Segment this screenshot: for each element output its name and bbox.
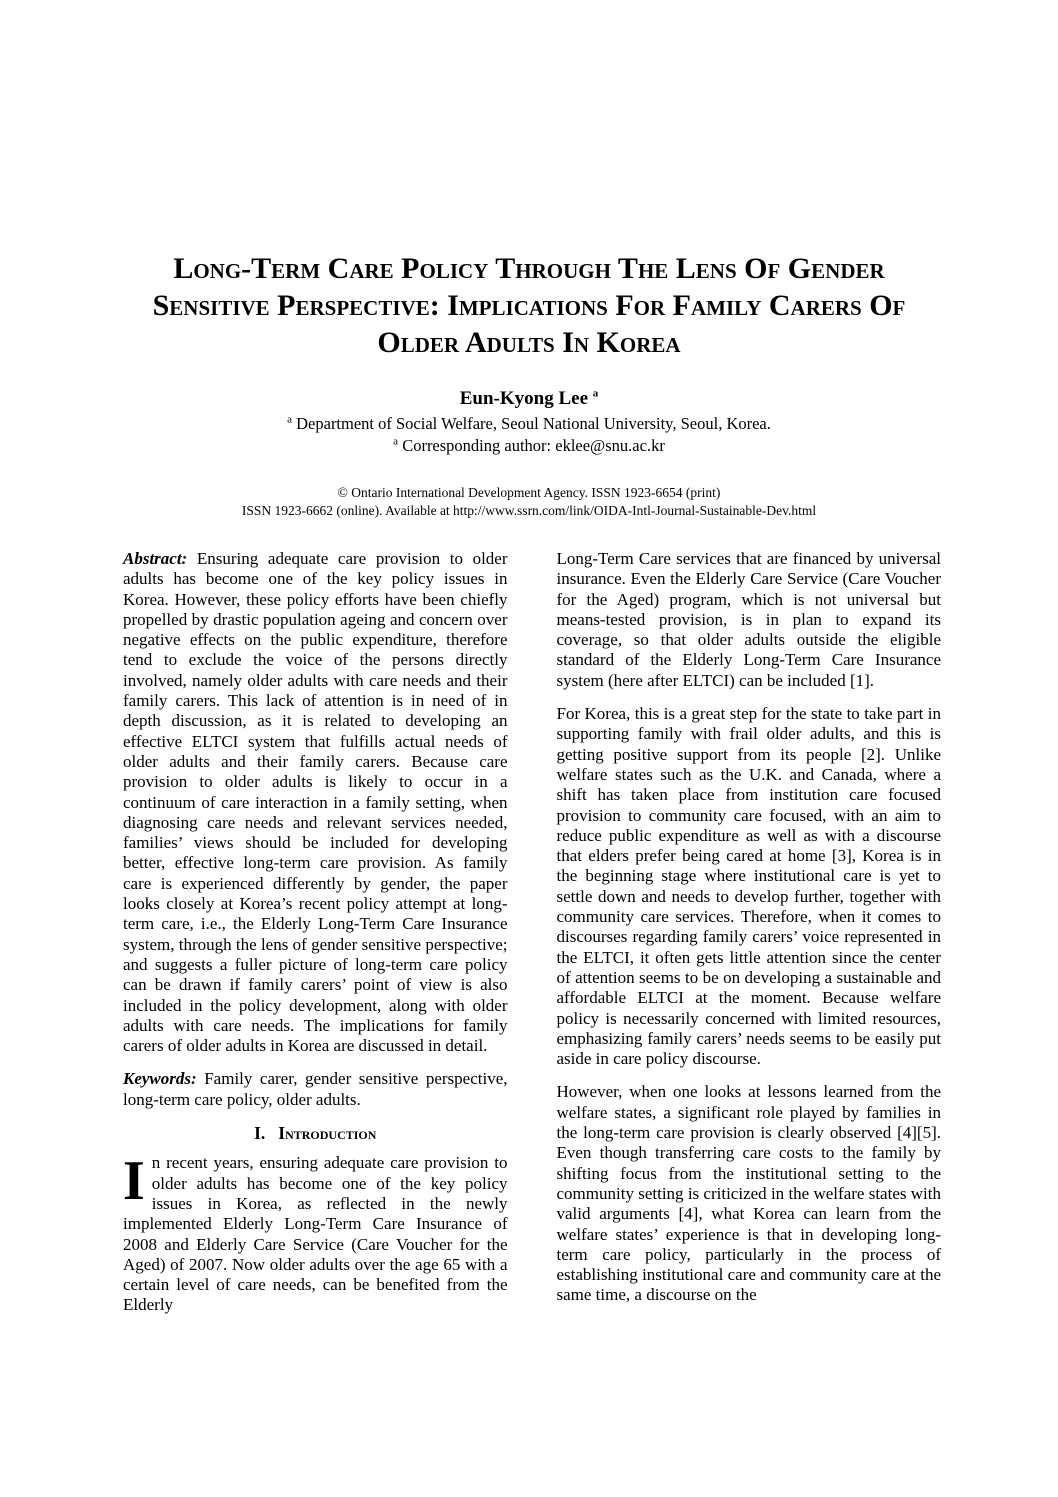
affiliation-line: [0, 414, 1058, 434]
front-matter: [0, 0, 1058, 519]
paper-title: Long-Term Care Policy Through The Lens Of Gender Sensitive Perspective: Implications For Family Carers Of Older Adults In Korea: [152, 252, 906, 359]
body-paragraph-2: For Korea, this is a great step for the state to take part in supporting family with frail older adults, and this is getting positive support from its people [2]. Unlike welfare states such as the U.K. and Canada, where a shift has taken place from institution care focused provision to community care focused, with an aim to reduce public expenditure as well as with a discourse that elders prefer being cared at home [3], Korea is in the beginning stage where institutional care is yet to settle down and needs to develop further, together with community care services. Therefore, when it comes to discourses regarding family carers’ voice represented in the ELTCI, it often gets little attention since the center of attention seems to be on developing a sustainable and affordable ELTCI at the moment. Because welfare policy is necessarily concerned with limited resources, emphasizing family carers’ needs seems to be easily put aside in care policy discourse.: [556, 704, 941, 1069]
abstract-text: Ensuring adequate care provision to older adults has become one of the key policy issues in Korea. However, these policy efforts have been chiefly propelled by drastic population ageing and concern over negative effects on the public expenditure, therefore tend to exclude the voice of the persons directly involved, namely older adults with care needs and their family carers. This lack of attention is in need of in depth discussion, as it is related to developing an effective ELTCI system that fulfills actual needs of older adults and their family carers. Because care provision to older adults is likely to occur in a continuum of care interaction in a family setting, when diagnosing care needs and relevant services needed, families’ views should be included for developing better, effective long-term care provision. As family care is experienced differently by gender, the paper looks closely at Korea’s recent policy attempt at long-term care, i.e., the Elderly Long-Term Care Insurance system, through the lens of gender sensitive perspective; and suggests a fuller picture of long-term care policy can be drawn if family carers’ point of view is also included in the policy development, along with older adults with care needs. The implications for family carers of older adults in Korea are discussed in detail.: [123, 549, 508, 1056]
corresponding-author-line: [0, 436, 1058, 456]
body-paragraph-1: Long-Term Care services that are financed by universal insurance. Even the Elderly Care Service (Care Voucher for the Aged) program, which is not universal but means-tested provision, is in plan to expand its coverage, so that older adults outside the eligible standard of the Elderly Long-Term Care Insurance system (here after ELTCI) can be included [1].: [556, 549, 941, 690]
right-column: [557, 549, 942, 1329]
publisher-block: [0, 484, 1058, 519]
author-name: Eun-Kyong Lee: [459, 388, 589, 409]
publisher-line-1: © Ontario International Development Agency. ISSN 1923-6654 (print): [337, 485, 721, 500]
introduction-text: n recent years, ensuring adequate care provision to older adults has become one of the key policy issues in Korea, as reflected in the newly implemented Elderly Long-Term Care Insurance of 2008 and Elderly Care Service (Care Voucher for the Aged) of 2007. Now older adults over the age 65 with a certain level of care needs, can be benefited from the Elderly: [123, 1153, 508, 1315]
body-columns: [123, 549, 941, 1329]
left-column: [123, 549, 508, 1329]
publisher-line-2: ISSN 1923-6662 (online). Available at http://www.ssrn.com/link/OIDA-Intl-Journal-Sustainable-Dev.html: [241, 502, 817, 518]
keywords-paragraph: [123, 1069, 508, 1110]
affiliation-text: Department of Social Welfare, Seoul National University, Seoul, Korea.: [296, 414, 771, 433]
author-line: [0, 388, 1058, 410]
keywords-text: Family carer, gender sensitive perspective, long-term care policy, older adults.: [123, 1069, 508, 1109]
abstract-label: Abstract:: [123, 549, 188, 568]
abstract-paragraph: [123, 549, 508, 1056]
drop-cap: I: [123, 1150, 145, 1213]
body-paragraph-3: However, when one looks at lessons learned from the welfare states, a significant role played by families in the long-term care provision is clearly observed [4][5]. Even though transferring care costs to the family by shifting focus from the institutional setting to the community setting is criticized in the welfare states with valid arguments [4], what Korea can learn from the welfare states’ experience is that in developing long-term care policy, particularly in the process of establishing institutional care and community care at the same time, a discourse on the: [556, 1082, 941, 1305]
section-name: Introduction: [278, 1123, 377, 1144]
affiliation-superscript: a: [287, 413, 292, 426]
keywords-label: Keywords:: [123, 1069, 197, 1089]
corresponding-text: Corresponding author: eklee@snu.ac.kr: [402, 436, 665, 455]
introduction-paragraph: [123, 1150, 508, 1315]
section-number: I.: [254, 1123, 266, 1144]
corresponding-superscript: a: [393, 435, 399, 448]
author-superscript: a: [592, 387, 599, 400]
section-heading-introduction: [123, 1123, 508, 1143]
